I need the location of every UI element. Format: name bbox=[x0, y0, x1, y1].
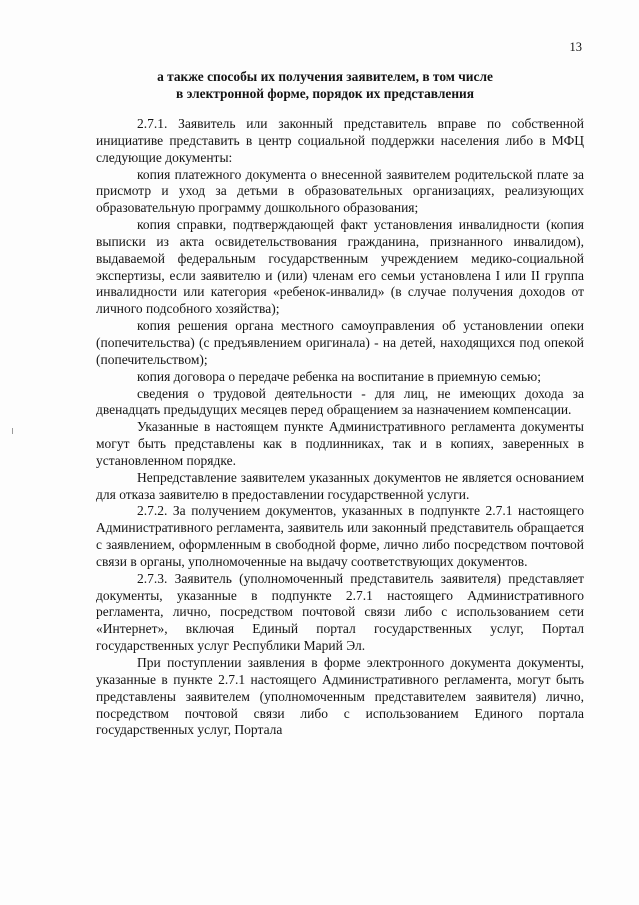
list-item-employment-info: сведения о трудовой деятельности - для лиц, не имеющих дохода за двенадцать предыдущих месяцев перед обращением за назначением компенсации. bbox=[96, 385, 584, 418]
paragraph-2-7-2: 2.7.2. За получением документов, указанных в подпункте 2.7.1 настоящего Административного регламента, заявитель или законный представитель обращается с заявлением, оформленным в свободной форме, лично либо посредством почтовой связи в органы, уполномоченные на выдачу соответствующих документов. bbox=[96, 503, 584, 569]
section-heading-line-2: в электронной форме, порядок их представления bbox=[176, 86, 474, 101]
body-text bbox=[96, 116, 584, 739]
paragraph-2-7-1: 2.7.1. Заявитель или законный представитель вправе по собственной инициативе представить в центр социальной поддержки населения либо в МФЦ следующие документы: bbox=[96, 116, 584, 165]
paragraph-documents-form: Указанные в настоящем пункте Административного регламента документы могут быть представлены как в подлинниках, так и в копиях, заверенных в установленном порядке. bbox=[96, 419, 584, 468]
paragraph-electronic-submission: При поступлении заявления в форме электронного документа документы, указанные в пункте 2.7.1 настоящего Административного регламента, могут быть представлены заявителем (уполномоченным представителем заявителя) лично, посредством почтовой связи либо с использованием Единого портала государственных услуг, Портала bbox=[96, 655, 584, 738]
list-item-guardianship-decision: копия решения органа местного самоуправления об установлении опеки (попечительства) (с предъявлением оригинала) - на детей, находящихся под опекой (попечительством); bbox=[96, 318, 584, 367]
section-heading-line-1: а также способы их получения заявителем, в том числе bbox=[157, 69, 493, 84]
paragraph-2-7-3: 2.7.3. Заявитель (уполномоченный представитель заявителя) представляет документы, указанные в подпункте 2.7.1 настоящего Административного регламента, лично, посредством почтовой связи либо с использованием сети «Интернет», включая Единый портал государственных услуг, Портал государственных услуг Республики Марий Эл. bbox=[96, 570, 584, 654]
scan-mark bbox=[12, 428, 13, 434]
paragraph-non-submission: Непредставление заявителем указанных документов не является основанием для отказа заявителю в предоставлении государственной услуги. bbox=[96, 469, 584, 502]
list-item-disability-certificate: копия справки, подтверждающей факт установления инвалидности (копия выписки из акта освидетельствования гражданина, признанного инвалидом), выдаваемой федеральным государственным учреждением медико-социальной экспертизы, если заявителю и (или) членам его семьи установлена I или II группа инвалидности или категория «ребенок-инвалид» (в случае получения доходов от личного подсобного хозяйства); bbox=[96, 217, 584, 317]
list-item-foster-agreement: копия договора о передаче ребенка на воспитание в приемную семью; bbox=[137, 368, 542, 384]
page-number: 13 bbox=[569, 40, 582, 54]
list-item-payment-copy: копия платежного документа о внесенной заявителем родительской плате за присмотр и уход за детьми в образовательных организациях, реализующих образовательную программу дошкольного образования; bbox=[96, 166, 584, 216]
